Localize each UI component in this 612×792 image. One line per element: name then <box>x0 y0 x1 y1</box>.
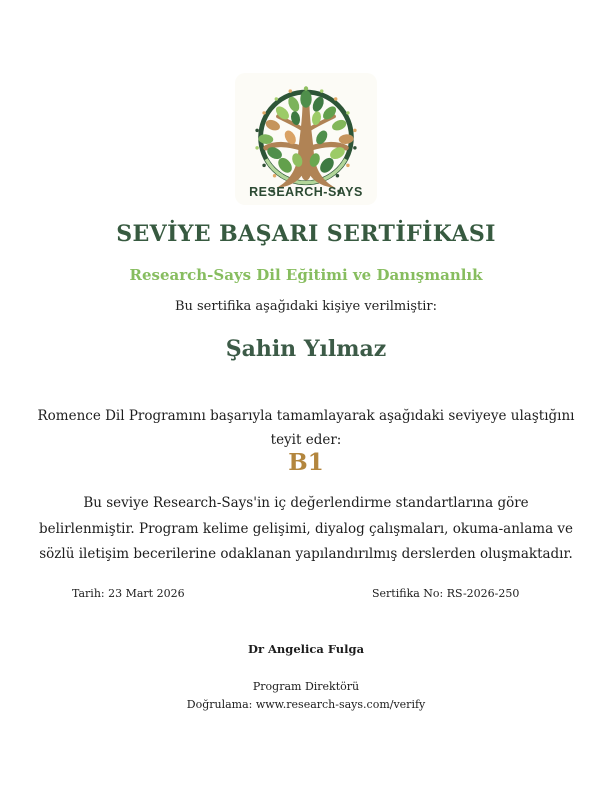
signatory-role: Program Direktörü <box>252 680 360 693</box>
signatory-name: Dr Angelica Fulga <box>247 642 365 656</box>
organization-subtitle: Research-Says Dil Eğitimi ve Danışmanlık <box>129 266 483 284</box>
logo <box>235 73 377 205</box>
recipient-name: Şahin Yılmaz <box>225 336 387 362</box>
confirmation-line-1: Romence Dil Programını başarıyla tamamlayarak aşağıdaki seviyeye ulaştığını <box>37 408 575 424</box>
level-value: B1 <box>288 449 324 476</box>
description-line-2: belirlenmiştir. Program kelime gelişimi, diyalog çalışmaları, okuma-anlama ve <box>38 520 574 537</box>
tree-in-circle-icon <box>236 85 376 195</box>
description-line-1: Bu seviye Research-Says'in iç değerlendirme standartlarına göre <box>83 495 529 511</box>
issued-to-line: Bu sertifika aşağıdaki kişiye verilmiştir: <box>174 299 438 314</box>
description-paragraph <box>0 491 612 568</box>
date-label: Tarih: 23 Mart 2026 <box>72 587 185 600</box>
confirmation-line-2: teyit eder: <box>270 432 342 448</box>
confirmation-text <box>0 404 612 452</box>
description-line-3: sözlü iletişim becerilerine odaklanan yapılandırılmış derslerden oluşmaktadır. <box>39 546 573 562</box>
certificate-number: Sertifika No: RS-2026-250 <box>372 587 520 600</box>
verification-line: Doğrulama: www.research-says.com/verify <box>186 698 426 711</box>
certificate-title: SEVİYE BAŞARI SERTİFİKASI <box>116 221 496 247</box>
logo-label: RESEARCH-SAYS <box>249 185 363 199</box>
